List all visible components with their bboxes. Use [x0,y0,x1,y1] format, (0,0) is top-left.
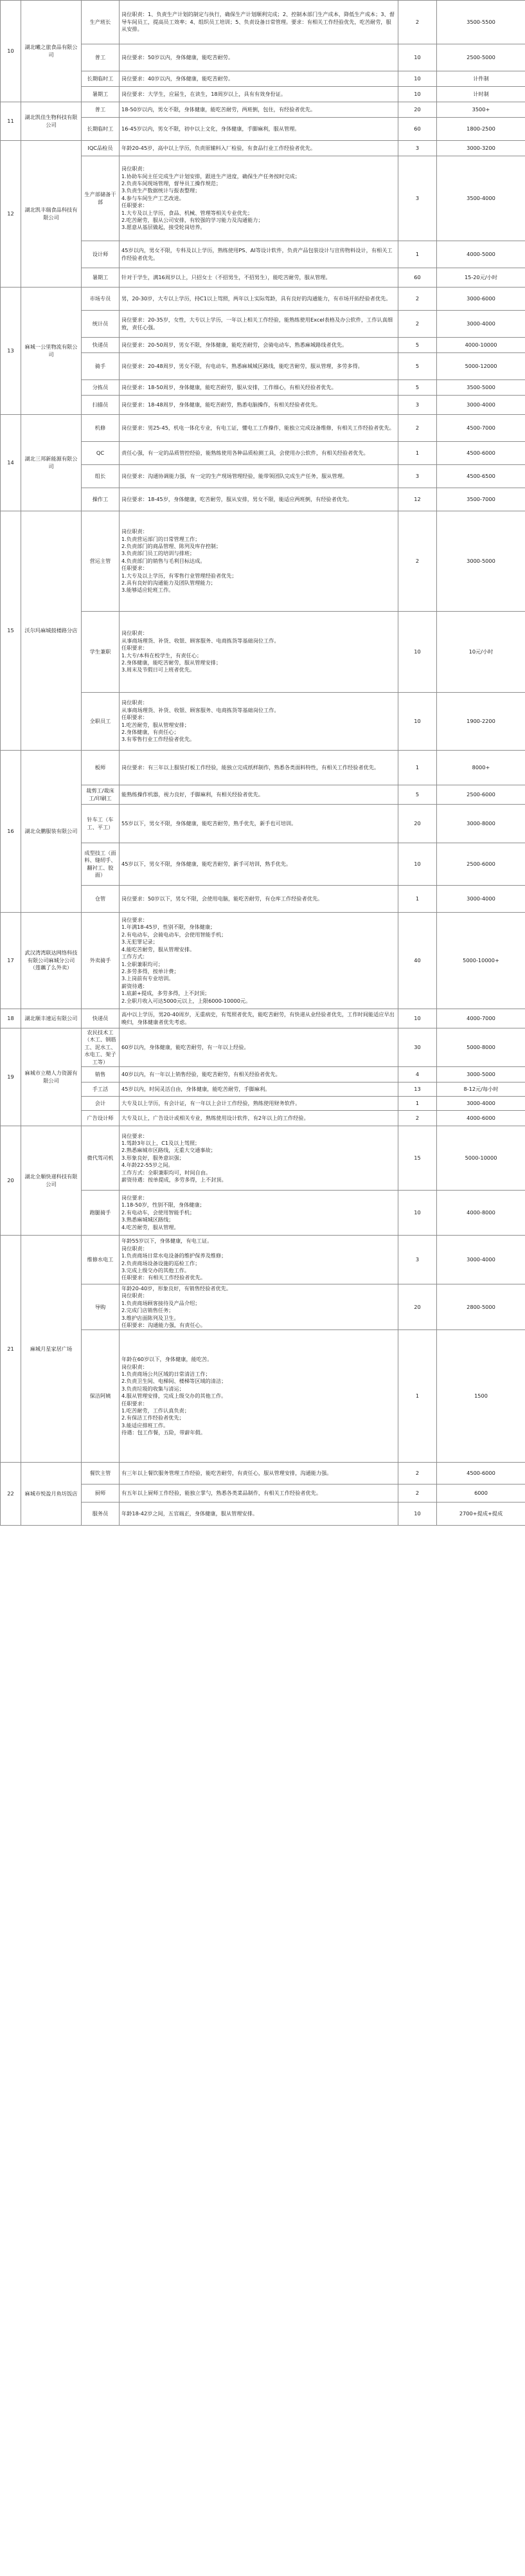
job-position: 会计 [82,1097,120,1111]
job-requirements: 大专及以上学历，有会计证，有一年以上会计工作经验，熟练使用财务软件。 [120,1097,398,1111]
job-salary: 4500-6000 [437,1463,525,1484]
job-headcount: 40 [398,913,437,1009]
job-requirements: 男，20-30岁，大专以上学历，持C1以上驾照，两年以上实际驾龄，具有良好的沟通能力，有市场开拓经验者优先。 [120,288,398,311]
job-position: 操作工 [82,488,120,511]
job-headcount: 12 [398,488,437,511]
job-headcount: 10 [398,87,437,102]
job-headcount: 3 [398,465,437,488]
company-number: 22 [1,1463,21,1526]
job-headcount: 1 [398,751,437,785]
table-row [1,102,525,118]
company-number: 12 [1,141,21,288]
job-requirements: 40岁以内，有一年以上销售经验，能吃苦耐劳，有相关经验者优先。 [120,1067,398,1082]
job-salary: 5000-12000 [437,353,525,380]
job-headcount: 2 [398,415,437,442]
job-headcount: 2 [398,311,437,338]
job-salary: 3000-4000 [437,311,525,338]
table-row [1,288,525,311]
job-position: 学生兼职 [82,612,120,693]
table-row [1,141,525,156]
company-number: 13 [1,288,21,415]
company-name: 湖北凯丰瑞食品科技有限公司 [21,141,82,288]
job-salary: 6000 [437,1484,525,1503]
job-salary: 1500 [437,1330,525,1463]
job-salary: 计件制 [437,71,525,87]
job-salary: 2500-6000 [437,843,525,886]
job-requirements: 55岁以下，男女不限，身体健康，能吃苦耐劳，熟手优先，新手也可培训。 [120,805,398,843]
job-headcount: 1 [398,241,437,268]
job-headcount: 10 [398,843,437,886]
job-requirements: 岗位要求：大学生，应届生，在读生，18周岁以上，具有有效身份证。 [120,87,398,102]
job-position: 外卖骑手 [82,913,120,1009]
job-headcount: 10 [398,1191,437,1236]
table-row [1,1126,525,1191]
job-salary: 15-20元/小时 [437,268,525,288]
job-position: 广告设计师 [82,1111,120,1126]
job-requirements: 岗位要求：50岁以下，男女不限，会使用电脑，能吃苦耐劳，有仓库工作经验者优先。 [120,886,398,913]
job-salary: 1900-2200 [437,693,525,751]
job-headcount: 60 [398,118,437,141]
table-row [1,511,525,612]
job-requirements: 年龄18-42岁之间，五官端正，身体健康，服从管理安排。 [120,1503,398,1526]
job-position: 普工 [82,102,120,118]
job-requirements: 岗位职责： 1.负责营运部门的日常管理工作； 2.负责部门的商品管理、陈列及库存控制； 3.负责部门员工的培训与排班； 4.负责部门的销售与毛利目标达成。 任职要求： 1.大专及以上学历，有零售行业管理经验者优先； 2.具有良好的沟通能力及团队管理能力； 3.能够适应轮班工作。 [120,511,398,612]
job-position: 成型技工（面料、缝纫手、翻衬工、胶面） [82,843,120,886]
job-salary: 3000-8000 [437,805,525,843]
job-requirements: 高中以上学历，男20-40周岁，无重病史，有驾照者优先，能吃苦耐劳，有快递从业经验者优先，工作时间能适应早出晚归，身体健康者优先考虑。 [120,1009,398,1028]
job-headcount: 15 [398,1126,437,1191]
job-salary: 4500-7000 [437,415,525,442]
company-number: 17 [1,913,21,1009]
job-position: QC [82,442,120,465]
company-name: 麻城市悦盈月鱼坊饭店 [21,1463,82,1526]
company-number: 19 [1,1028,21,1126]
table-row [1,415,525,442]
job-position: 暑期工 [82,268,120,288]
job-position: IQC品检员 [82,141,120,156]
job-position: 手工活 [82,1082,120,1097]
job-position: 普工 [82,44,120,71]
company-number: 16 [1,751,21,913]
company-name: 湖北全顺快递科技有限公司 [21,1126,82,1236]
job-salary: 4000-6000 [437,1111,525,1126]
job-position: 市场专员 [82,288,120,311]
job-requirements: 有五年以上厨师工作经验，能独立掌勺，熟悉各类菜品制作，有相关工作经验者优先。 [120,1484,398,1503]
job-salary: 2700+提成+提成 [437,1503,525,1526]
job-requirements: 45岁以下，男女不限，身体健康，能吃苦耐劳，新手可培训，熟手优先。 [120,843,398,886]
job-position: 销售 [82,1067,120,1082]
job-requirements: 岗位要求：50岁以内，身体健康，能吃苦耐劳。 [120,44,398,71]
job-headcount: 5 [398,353,437,380]
job-position: 营运主管 [82,511,120,612]
job-requirements: 岗位要求： 1.年满18-45岁，性别不限，身体健康； 2.有电动车，会骑电动车，会使用智能手机； 3.无犯罪记录； 4.能吃苦耐劳，服从管理安排。 工作方式： 1.全职兼职均可； 2.多劳多得，按单计费； 3.上岗前有专业培训。 薪资待遇： 1.底薪+提成，多劳多得，上不封顶； 2.全职月收入可达5000元以上，上限6000-10000元。 [120,913,398,1009]
job-salary: 3500-5500 [437,1,525,44]
company-name: 湖北顺丰速运有限公司 [21,1009,82,1028]
job-position: 仓管 [82,886,120,913]
job-requirements: 岗位要求： 1.18-50岁，性别不限，身体健康； 2.有电动车，会使用智能手机； 3.熟悉麻城城区路线； 4.吃苦耐劳，服从管理。 [120,1191,398,1236]
company-name: 麻城市立精人力资源有限公司 [21,1028,82,1126]
job-salary: 4000-10000 [437,338,525,353]
job-requirements: 岗位职责：1、负责生产计划的制定与执行，确保生产计划顺利完成；2、控制本部门生产成本，降低生产成本；3、督导车间员工，提高员工效率；4、组织员工培训；5、负责设备日常管理。要求：有相关工作经验优先，吃苦耐劳，服从安排。 [120,1,398,44]
job-salary: 2500-5000 [437,44,525,71]
company-number: 10 [1,1,21,102]
job-requirements: 岗位职责： 从事商场理货、补货、收银、顾客服务、电商拣货等基础岗位工作。 任职要求： 1.大专/本科在校学生，有责任心； 2.身体健康，能吃苦耐劳，服从管理安排； 3.周末及节假日可上班者优先。 [120,612,398,693]
job-requirements: 年龄在60岁以下，身体健康，能吃苦。 岗位职责： 1.负责商场公共区域的日常清洁工作； 2.负责卫生间、电梯间、楼梯等区域的清洁； 3.负责垃圾的收集与清运； 4.服从管理安排，完成上级交办的其他工作。 任职要求： 1.吃苦耐劳，工作认真负责； 2.有保洁工作经验者优先； 3.能适应排班工作。 待遇：包工作餐，五险，带薪年假。 [120,1330,398,1463]
job-headcount: 30 [398,1028,437,1067]
job-headcount: 2 [398,1484,437,1503]
company-name: 湖北三邦新能源有限公司 [21,415,82,511]
job-requirements: 岗位职责： 1.协助车间主任完成生产计划安排，跟进生产进度，确保生产任务按时完成； 2.负责车间现场管理，督导员工操作规范； 3.负责生产数据统计与报表整理； 4.参与车间生产工艺改进。 任职要求： 1.大专及以上学历，食品、机械、管理等相关专业优先； 2.吃苦耐劳，服从公司安排，有较强的学习能力及沟通能力； 3.愿意从基层做起，接受轮岗培养。 [120,156,398,241]
job-headcount: 1 [398,1097,437,1111]
job-position: 骑手 [82,353,120,380]
job-requirements: 岗位要求：18-45岁，身体健康，吃苦耐劳，服从安排，男女不限，能适应两班倒，有经验者优先。 [120,488,398,511]
job-headcount: 10 [398,693,437,751]
job-salary: 3000-3200 [437,141,525,156]
job-headcount: 10 [398,1009,437,1028]
job-headcount: 2 [398,1,437,44]
table-row [1,1009,525,1028]
job-headcount: 3 [398,396,437,415]
job-headcount: 4 [398,1067,437,1082]
job-headcount: 3 [398,141,437,156]
job-position: 微代驾司机 [82,1126,120,1191]
job-position: 组长 [82,465,120,488]
job-requirements: 岗位要求：沟通协调能力强，有一定的生产现场管理经验，能带领团队完成生产任务，服从管理。 [120,465,398,488]
job-headcount: 2 [398,1463,437,1484]
table-row [1,913,525,1009]
job-position: 板师 [82,751,120,785]
job-position: 快递员 [82,1009,120,1028]
job-salary: 1800-2500 [437,118,525,141]
job-requirements: 岗位要求：18-48周岁，身体健康，能吃苦耐劳，熟悉电脑操作，有相关经验者优先。 [120,396,398,415]
job-requirements: 针对于学生，满16周岁以上，只招女士（不招男生，不招男生），能吃苦耐劳，服从管理。 [120,268,398,288]
job-position: 长期临时工 [82,71,120,87]
job-salary: 3500+ [437,102,525,118]
job-position: 生产班长 [82,1,120,44]
job-requirements: 岗位要求：男25-45，机电一体化专业，有电工证，懂电工工作操作，能独立完成设备维修，有相关工作经验者优先。 [120,415,398,442]
job-headcount: 10 [398,71,437,87]
job-headcount: 5 [398,785,437,805]
job-salary: 3000-4000 [437,396,525,415]
company-name: 麻城月星家居广场 [21,1236,82,1463]
job-salary: 4000-5000 [437,241,525,268]
job-salary: 计时制 [437,87,525,102]
job-salary: 3500-4000 [437,156,525,241]
job-salary: 5000-10000+ [437,913,525,1009]
job-headcount: 13 [398,1082,437,1097]
job-salary: 8000+ [437,751,525,785]
job-position: 扫描员 [82,396,120,415]
job-requirements: 60岁以内，身体健康，能吃苦耐劳，有一年以上经验。 [120,1028,398,1067]
job-requirements: 岗位要求： 1.驾龄3年以上，C1及以上驾照； 2.熟悉麻城市区路线，无重大交通事故； 3.形象良好，服务意识强； 4.年龄22-55岁之间。 工作方式：全职兼职均可，时间自由。 薪资待遇：按单提成，多劳多得，上不封顶。 [120,1126,398,1191]
job-headcount: 10 [398,44,437,71]
job-position: 全职员工 [82,693,120,751]
job-salary: 4500-6000 [437,442,525,465]
company-name: 麻城一公里物流有限公司 [21,288,82,415]
company-name: 武汉湾湾联达网络科技有限公司麻城分公司（莲藕了么外卖） [21,913,82,1009]
job-requirements: 18-50岁以内，男女不限，身体健康，能吃苦耐劳，两班倒，包住，有经验者优先。 [120,102,398,118]
job-position: 餐饮主管 [82,1463,120,1484]
job-salary: 2800-5000 [437,1284,525,1330]
table-row [1,1236,525,1284]
job-salary: 3000-4000 [437,1097,525,1111]
company-name: 沃尔玛麻城鼓楼路分店 [21,511,82,751]
job-requirements: 责任心强，有一定的品质管控经验，能熟练使用各种品质检测工具，会使用办公软件，有相关经验者优先。 [120,442,398,465]
job-headcount: 20 [398,102,437,118]
job-salary: 3000-4000 [437,1236,525,1284]
company-number: 20 [1,1126,21,1236]
job-position: 分拣员 [82,380,120,396]
job-headcount: 1 [398,886,437,913]
job-headcount: 5 [398,338,437,353]
job-requirements: 能熟练操作机器，视力良好，手脚麻利，有相关经验者优先。 [120,785,398,805]
company-number: 18 [1,1009,21,1028]
job-position: 统计员 [82,311,120,338]
job-position: 农民技术工（木工、钢筋工、泥水工、水电工、架子工等） [82,1028,120,1067]
job-requirements: 年龄20-45岁，高中以上学历，负责原辅料入厂检验，有食品行业工作经验者优先。 [120,141,398,156]
job-headcount: 2 [398,511,437,612]
job-position: 暑期工 [82,87,120,102]
job-requirements: 大专及以上，广告设计或相关专业，熟练使用设计软件，有2年以上的工作经验。 [120,1111,398,1126]
job-headcount: 2 [398,1111,437,1126]
job-headcount: 3 [398,156,437,241]
job-salary: 8-12元/每小时 [437,1082,525,1097]
company-number: 21 [1,1236,21,1463]
company-name: 湖北曦之旅食品有限公司 [21,1,82,102]
job-salary: 3500-5000 [437,380,525,396]
job-salary: 4000-8000 [437,1191,525,1236]
job-headcount: 1 [398,442,437,465]
job-requirements: 45岁以内，男女不限，专科及以上学历，熟练使用PS、AI等设计软件，负责产品包装设计与宣传物料设计，有相关工作经验者优先。 [120,241,398,268]
job-requirements: 岗位要求：有三年以上服装打板工作经验，能独立完成纸样制作，熟悉各类面料特性，有相关工作经验者优先。 [120,751,398,785]
job-requirements: 岗位要求：18-50周岁，身体健康，能吃苦耐劳，服从安排，工作细心，有相关经验者优先。 [120,380,398,396]
job-salary: 10元/小时 [437,612,525,693]
job-headcount: 20 [398,805,437,843]
job-headcount: 10 [398,612,437,693]
job-requirements: 有三年以上餐饮服务管理工作经验，能吃苦耐劳，有责任心，服从管理安排，沟通能力强。 [120,1463,398,1484]
job-salary: 2500-6000 [437,785,525,805]
job-requirements: 岗位要求：20-35岁，女性，大专以上学历，一年以上相关工作经验，能熟练使用Excel表格及办公软件，工作认真细致，责任心强。 [120,311,398,338]
job-salary: 3500-7000 [437,488,525,511]
job-position: 服务员 [82,1503,120,1526]
job-position: 生产部储备干部 [82,156,120,241]
table-row [1,751,525,785]
job-position: 裁剪工/裁床工/印刷工 [82,785,120,805]
job-headcount: 1 [398,1330,437,1463]
job-requirements: 岗位要求：40岁以内，身体健康，能吃苦耐劳。 [120,71,398,87]
job-headcount: 5 [398,380,437,396]
job-requirements: 年龄55岁以下，身体健康，有电工证。 岗位职责： 1.负责商场日常水电设备的维护保养及维修； 2.负责商场设备设施的巡检工作； 3.完成上级交办的其他工作。 任职要求：有相关工作经验者优先。 [120,1236,398,1284]
table-row [1,1028,525,1067]
job-headcount: 10 [398,1503,437,1526]
company-name: 湖北凯佳生物科技有限公司 [21,102,82,141]
job-requirements: 年龄20-40岁，形象良好，有销售经验者优先。 岗位职责： 1.负责商场顾客接待及产品介绍； 2.完成门店销售任务； 3.维护店面陈列及卫生。 任职要求：沟通能力强，有责任心。 [120,1284,398,1330]
job-requirements: 岗位职责： 从事商场理货、补货、收银、顾客服务、电商拣货等基础岗位工作。 任职要求： 1.吃苦耐劳，服从管理安排； 2.身体健康，有责任心； 3.有零售行业工作经验者优先。 [120,693,398,751]
company-name: 湖北众鹏服装有限公司 [21,751,82,913]
job-position: 厨师 [82,1484,120,1503]
company-number: 11 [1,102,21,141]
job-headcount: 20 [398,1284,437,1330]
table-row [1,1,525,44]
job-requirements: 岗位要求：20-50周岁，男女不限，身体健康，能吃苦耐劳，会骑电动车，熟悉麻城路线者优先。 [120,338,398,353]
job-salary: 5000-8000 [437,1028,525,1067]
job-position: 设计师 [82,241,120,268]
job-position: 长期临时工 [82,118,120,141]
job-position: 保洁阿姨 [82,1330,120,1463]
job-headcount: 60 [398,268,437,288]
job-headcount: 3 [398,1236,437,1284]
job-requirements: 16-45岁以内，男女不限，初中以上文化，身体健康，手脚麻利，服从管理。 [120,118,398,141]
job-position: 机修 [82,415,120,442]
company-number: 15 [1,511,21,751]
job-requirements: 岗位要求：20-48周岁，男女不限，有电动车，熟悉麻城城区路线，能吃苦耐劳，服从管理，多劳多得。 [120,353,398,380]
job-position: 快递员 [82,338,120,353]
job-position: 导购 [82,1284,120,1330]
job-headcount: 2 [398,288,437,311]
job-salary: 4500-6500 [437,465,525,488]
job-requirements: 45岁以内，时间灵活自由，身体健康，能吃苦耐劳，手脚麻利。 [120,1082,398,1097]
company-number: 14 [1,415,21,511]
job-position: 跑腿骑手 [82,1191,120,1236]
job-position: 维修水电工 [82,1236,120,1284]
job-salary: 3000-4000 [437,886,525,913]
job-salary: 4000-7000 [437,1009,525,1028]
job-position: 针车工（车工、平工） [82,805,120,843]
job-salary: 5000-10000 [437,1126,525,1191]
job-salary: 3000-6000 [437,288,525,311]
job-salary: 3000-5000 [437,511,525,612]
table-row [1,1463,525,1484]
job-salary: 3000-5000 [437,1067,525,1082]
